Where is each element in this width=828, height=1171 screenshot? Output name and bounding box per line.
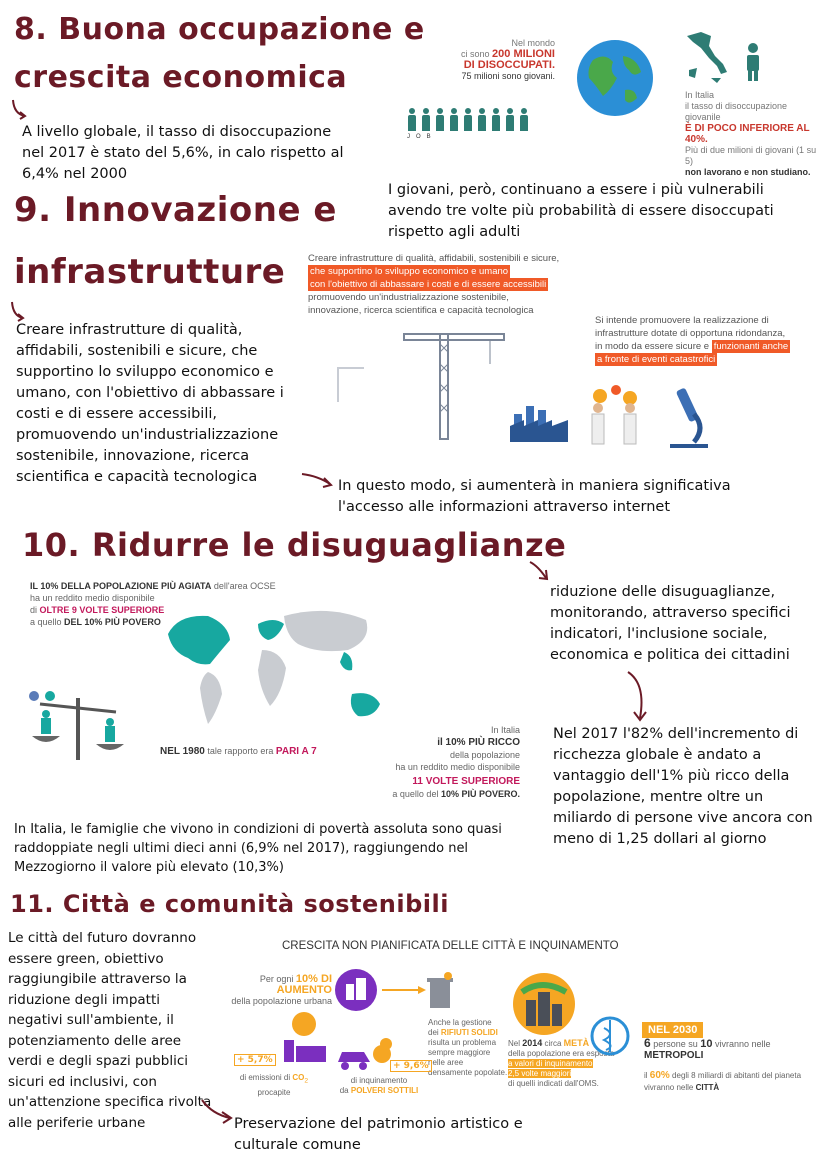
wealth-increment-note: Nel 2017 l'82% dell'incremento di ricchezza globale è andato a vantaggio dell'1% più ricco della popolazione, mentre oltre un miliardo di persone vive ancora con meno di 1,25 dollari al giorno [553, 726, 813, 847]
factory-icon [510, 394, 570, 444]
youth-vulnerability-note: I giovani, però, continuano a essere i più vulnerabili avendo tre volte più probabilità di essere disoccupati rispetto agli adulti [388, 182, 774, 240]
section-8-note: A livello globale, il tasso di disoccupazione nel 2017 è stato del 5,6%, in calo rispetto al 6,4% nel 2000 [22, 124, 344, 182]
employment-infographic [405, 30, 815, 190]
italy-map-icon [683, 30, 733, 85]
solid-waste-text: Anche la gestione dei RIFIUTI SOLIDI risulta un problema sempre maggiore nelle aree densamente popolate. [428, 1018, 508, 1077]
small-crane-icon [328, 364, 368, 404]
urban-pollution-infographic [222, 938, 822, 1110]
urban-growth-text: Per ogni 10% DI AUMENTO della popolazione urbana [231, 973, 332, 1006]
italy-poverty-note: In Italia, le famiglie che vivono in condizioni di povertà assoluta sono quasi raddoppiate negli ultimi dieci anni (6,9% nel 2017), raggiungendo nel Mezzogiorno il valore più elevato (10,3%) [14, 822, 502, 875]
person-icon [449, 108, 459, 132]
section-8-title-line1: 8. Buona occupazione e [14, 12, 425, 47]
infrastructure-infographic [308, 244, 823, 454]
microscope-icon [664, 384, 714, 450]
section-9-note: Creare infrastrutture di qualità, affidabili, sostenibili e sicure, che supportino lo sviluppo economico e umano, con l'obiettivo di abbassare i costi e di essere accessibili, promuovendo un'industrializzazione sostenibile, innovazione, ricerca scientifica e capacità tecnologica [16, 322, 284, 485]
ratio-1980-text: NEL 1980 tale rapporto era PARI A 7 [160, 746, 317, 757]
section-11-note: Le città del futuro dovranno essere green, obiettivo raggiungibile attraverso la riduzione degli impatti negativi sull'ambiente, il potenziamento delle aree verdi e degli spazi pubblici sicuri ed inclusivi, con un'attenzione specifica rivolta alle periferie urbane [8, 930, 212, 1131]
section-8-title-line2: crescita economica [14, 60, 348, 95]
cities-2030-text: il 60% degli 8 miliardi di abitanti del pianeta vivranno nelle CITTÀ [644, 1070, 802, 1092]
person-icon [463, 108, 473, 132]
internet-access-note: In questo modo, si aumenterà in maniera significativa l'accesso alle informazioni attraverso internet [338, 478, 731, 515]
person-icon [491, 108, 501, 132]
fine-dust-text: di inquinamento da POLVERI SOTTILI [339, 1076, 419, 1095]
person-icon [435, 108, 445, 132]
person-icon [743, 42, 763, 82]
co2-text: di emissioni di $CO_2$ procapite [239, 1073, 309, 1097]
inequality-infographic [18, 574, 528, 818]
trash-bin-icon [422, 972, 458, 1012]
city-icon [334, 968, 378, 1012]
arrow-icon [300, 470, 336, 490]
urban-pollution-header: CRESCITA NON PIANIFICATA DELLE CITTÀ E INQUINAMENTO [282, 940, 619, 952]
world-unemployment-text: Nel mondo ci sono 200 MILIONI DI DISOCCUPATI. 75 milioni sono giovani. [460, 38, 555, 81]
section-9-title-line1: 9. Innovazione e [14, 190, 337, 230]
arrow-icon [10, 98, 30, 122]
italy-inequality-text: In Italia il 10% PIÙ RICCO della popolazione ha un reddito medio disponibile 11 VOLTE SUPERIORE a quello del 10% PIÙ POVERO. [392, 725, 520, 799]
person-icon [505, 108, 515, 132]
scale-balance-icon [28, 684, 128, 764]
half-population-text: Nel 2014 circa METÀ della popolazione era esposta a valori di inquinamento 2,5 volte maggiori di quelli indicati dall'OMS. [508, 1038, 615, 1088]
person-icon [519, 108, 529, 132]
person-icon [477, 108, 487, 132]
car-icon [334, 1044, 374, 1072]
arrow-icon [624, 670, 654, 724]
section-11-title: 11. Città e comunità sostenibili [10, 890, 449, 918]
polluted-city-icon [512, 972, 576, 1036]
person-icon [421, 108, 431, 132]
co2-increase-value: + 5,7% [234, 1054, 276, 1066]
arrow-icon [528, 560, 552, 584]
inequality-reduction-note: riduzione delle disuguaglianze, monitorando, attraverso specifici indicatori, l'inclusione sociale, economica e politica dei cittadini [550, 584, 791, 663]
person-icon [407, 108, 417, 132]
world-map-icon [158, 594, 398, 744]
job-label: JOB [407, 134, 437, 140]
infrastructure-text-2: Si intende promuovere la realizzazione di infrastrutture dotate di opportuna ridondanza, in modo da essere sicure e funzionanti anche a fronte di eventi catastrofici [595, 315, 789, 365]
year-2030-badge: NEL 2030 [642, 1022, 703, 1038]
section-9-title-line2: infrastrutture [14, 252, 286, 292]
factory-smoke-icon [276, 1010, 336, 1066]
crane-icon [400, 324, 510, 444]
who-logo-icon [590, 1016, 630, 1056]
oecd-inequality-text: IL 10% DELLA POPOLAZIONE PIÙ AGIATA dell'area OCSE ha un reddito medio disponibile di OLTRE 9 VOLTE SUPERIORE a quello DEL 10% PIÙ POVERO [30, 581, 276, 627]
metropolis-text: 6 persone su 10 vivranno nelle METROPOLI [644, 1036, 771, 1061]
gears-icon [588, 384, 658, 448]
infrastructure-text-1: Creare infrastrutture di qualità, affidabili, sostenibili e sicure, che supportino lo sviluppo economico e umano con l'obiettivo di abbassare i costi e di essere accessibili promuovendo un'industrializzazione sostenibile, innovazione, ricerca scientifica e capacità tecnologica [308, 253, 560, 316]
italy-unemployment-text: In Italia il tasso di disoccupazione giovanile È DI POCO INFERIORE AL 40%. Più di due milioni di giovani (1 su 5) non lavorano e non studiano. [685, 90, 817, 177]
heritage-note: Preservazione del patrimonio artistico e culturale comune [234, 1116, 523, 1153]
pm-increase-value: + 9,6% [390, 1060, 432, 1072]
globe-icon [575, 38, 655, 118]
section-10-title: 10. Ridurre le disuguaglianze [22, 526, 567, 564]
